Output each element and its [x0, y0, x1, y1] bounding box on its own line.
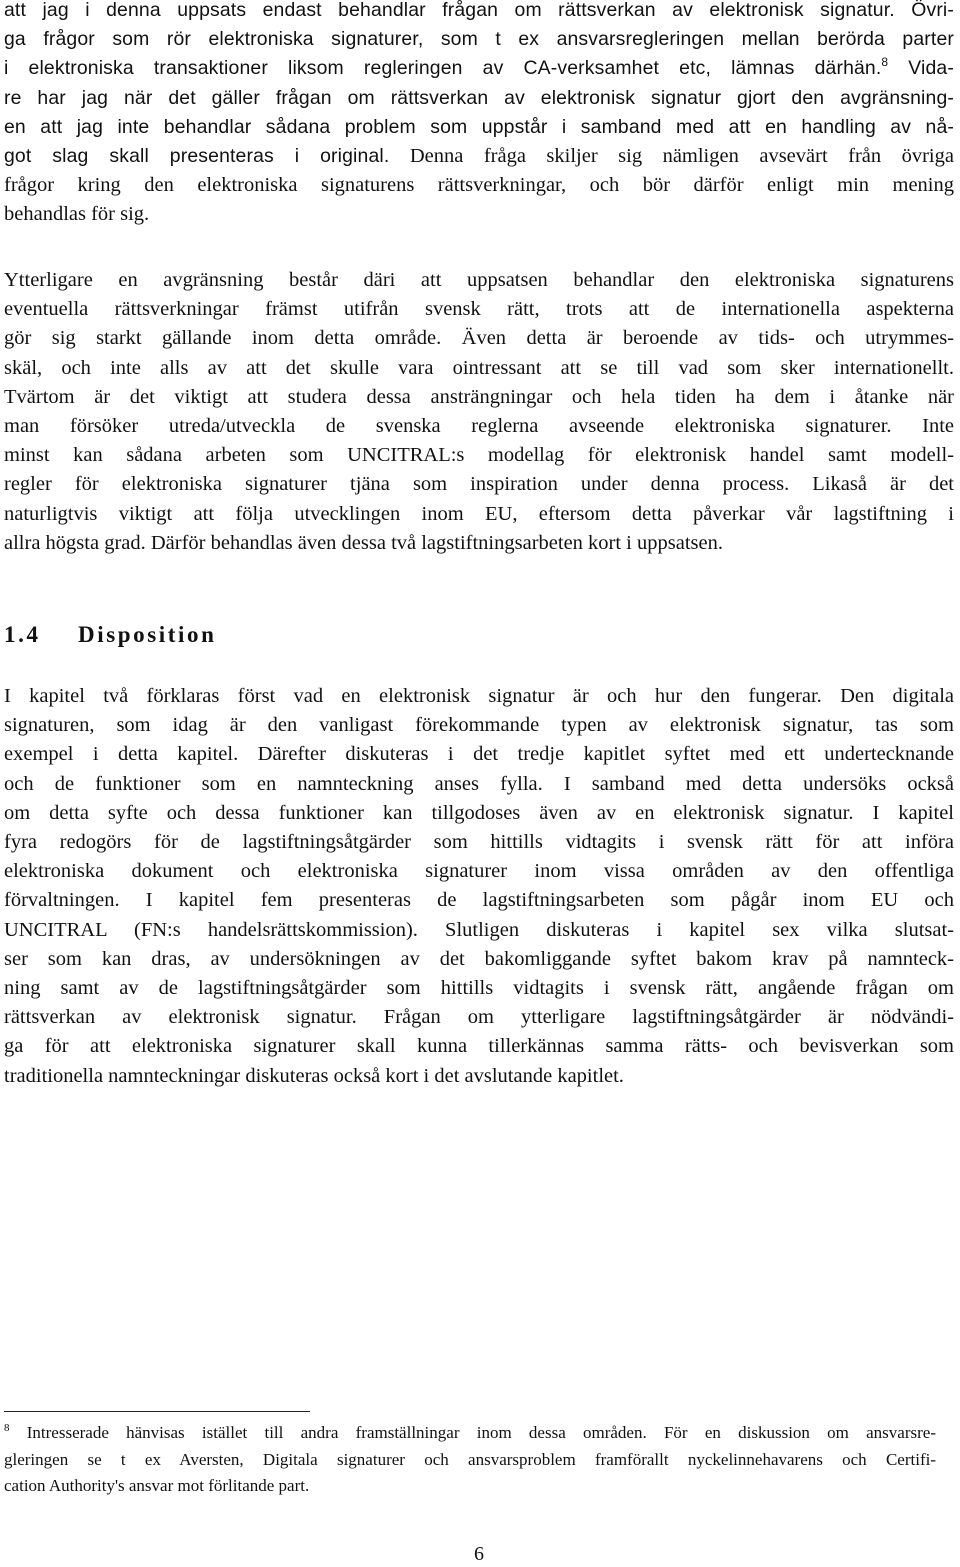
paragraph-disposition	[4, 682, 954, 1091]
text-line: eventuella rättsverkningar främst utifrån svensk rätt, trots att de internationella aspekterna	[4, 298, 954, 321]
section-number: 1.4	[4, 622, 41, 647]
text-segment: got slag skall presenteras i original.	[4, 145, 390, 168]
paragraph-further-limitation	[4, 266, 954, 558]
text-line: ga frågor som rör elektroniska signaturer, som t ex ansvarsregleringen mellan berörda parter	[4, 28, 954, 51]
footnote-reference[interactable]: 8	[881, 55, 889, 70]
text-segment: Intresserade hänvisas istället till andra framställningar inom dessa områden. För en diskussion om ansvarsre-	[9, 1423, 936, 1442]
text-line: I kapitel två förklaras först vad en elektronisk signatur är och hur den fungerar. Den digitala	[4, 685, 954, 707]
text-line: minst kan sådana arbeten som UNCITRAL:s modellag för elektronisk handel samt modell-	[4, 444, 954, 467]
text-line: frågor kring den elektroniska signaturens rättsverkningar, och bör därför enligt min mening	[4, 174, 954, 197]
text-line	[4, 54, 954, 83]
text-line: ser som kan dras, av undersökningen av det bakomliggande syftet bakom krav på namnteck-	[4, 947, 954, 970]
footnote-line	[4, 1420, 936, 1447]
text-line: rättsverkan av elektronisk signatur. Frågan om ytterligare lagstiftningsåtgärder är nödvändi-	[4, 1006, 954, 1029]
text-line: signaturen, som idag är den vanligast förekommande typen av elektronisk signatur, tas som	[4, 714, 954, 737]
text-line: en att jag inte behandlar sådana problem som uppstår i samband med att en handling av nå-	[4, 115, 954, 138]
footnote-marker: 8	[4, 1422, 10, 1434]
text-line: UNCITRAL (FN:s handelsrättskommission). Slutligen diskuteras i kapitel sex vilka slutsat-	[4, 918, 954, 941]
text-line: traditionella namnteckningar diskuteras också kort i det avslutande kapitlet.	[4, 1064, 624, 1087]
text-line: ning samt av de lagstiftningsåtgärder som hittills vidtagits i svensk rätt, angående frågan om	[4, 977, 954, 1000]
section-heading	[4, 619, 217, 651]
text-line: fyra redogörs för de lagstiftningsåtgärder som hittills vidtagits i svensk rätt för att införa	[4, 831, 954, 854]
text-line: förvaltningen. I kapitel fem presenteras de lagstiftningsarbeten som pågår inom EU och	[4, 889, 954, 912]
paragraph-scope-limitation	[4, 0, 954, 230]
text-line: och de funktioner som en namnteckning anses fylla. I samband med detta undersöks också	[4, 772, 954, 795]
text-line: om detta syfte och dessa funktioner kan tillgodoses även av en elektronisk signatur. I kapitel	[4, 801, 954, 824]
text-line: att jag i denna uppsats endast behandlar frågan om rättsverkan av elektronisk signatur. Övri-	[4, 0, 954, 21]
text-segment: Vida-	[888, 57, 954, 80]
footnote	[4, 1420, 936, 1500]
text-line: behandlas för sig.	[4, 203, 150, 226]
text-line: regler för elektroniska signaturer tjäna som inspiration under denna process. Likaså är det	[4, 473, 954, 496]
document-page	[4, 0, 954, 1567]
footnote-line: cation Authority's ansvar mot förlitande part.	[4, 1476, 310, 1495]
text-line: Ytterligare en avgränsning består däri att uppsatsen behandlar den elektroniska signaturens	[4, 269, 954, 291]
text-line: gör sig starkt gällande inom detta område. Även detta är beroende av tids- och utrymmes-	[4, 327, 954, 350]
text-line: Tvärtom är det viktigt att studera dessa ansträngningar och hela tiden ha dem i åtanke när	[4, 385, 954, 408]
footnote-divider	[4, 1411, 310, 1412]
page-number: 6	[474, 1543, 484, 1565]
text-line: man försöker utreda/utveckla de svenska reglerna avseende elektroniska signaturer. Inte	[4, 415, 954, 438]
text-line	[4, 142, 954, 171]
text-line: exempel i detta kapitel. Därefter diskuteras i det tredje kapitlet syftet med ett undertecknande	[4, 743, 954, 766]
text-line: naturligtvis viktigt att följa utvecklingen inom EU, eftersom detta påverkar vår lagstiftning i	[4, 502, 954, 525]
text-line: ga för att elektroniska signaturer skall kunna tillerkännas samma rätts- och bevisverkan som	[4, 1035, 954, 1058]
text-segment: i elektroniska transaktioner liksom regleringen av CA-verksamhet etc, lämnas därhän.	[4, 57, 882, 80]
text-line: elektroniska dokument och elektroniska signaturer inom vissa områden av den offentliga	[4, 860, 954, 883]
text-line: re har jag när det gäller frågan om rättsverkan av elektronisk signatur gjort den avgränsning-	[4, 86, 954, 109]
footnote-line: gleringen se t ex Aversten, Digitala signaturer och ansvarsproblem framförallt nyckelinnehavarens och Certifi-	[4, 1449, 936, 1469]
section-title: Disposition	[78, 622, 217, 647]
text-segment: Denna fråga skiljer sig nämligen avsevärt från övriga	[389, 145, 954, 168]
text-line: skäl, och inte alls av att det skulle vara ointressant att se till vad som sker internationellt.	[4, 356, 954, 379]
text-line: allra högsta grad. Därför behandlas även dessa två lagstiftningsarbeten kort i uppsatsen.	[4, 531, 723, 554]
